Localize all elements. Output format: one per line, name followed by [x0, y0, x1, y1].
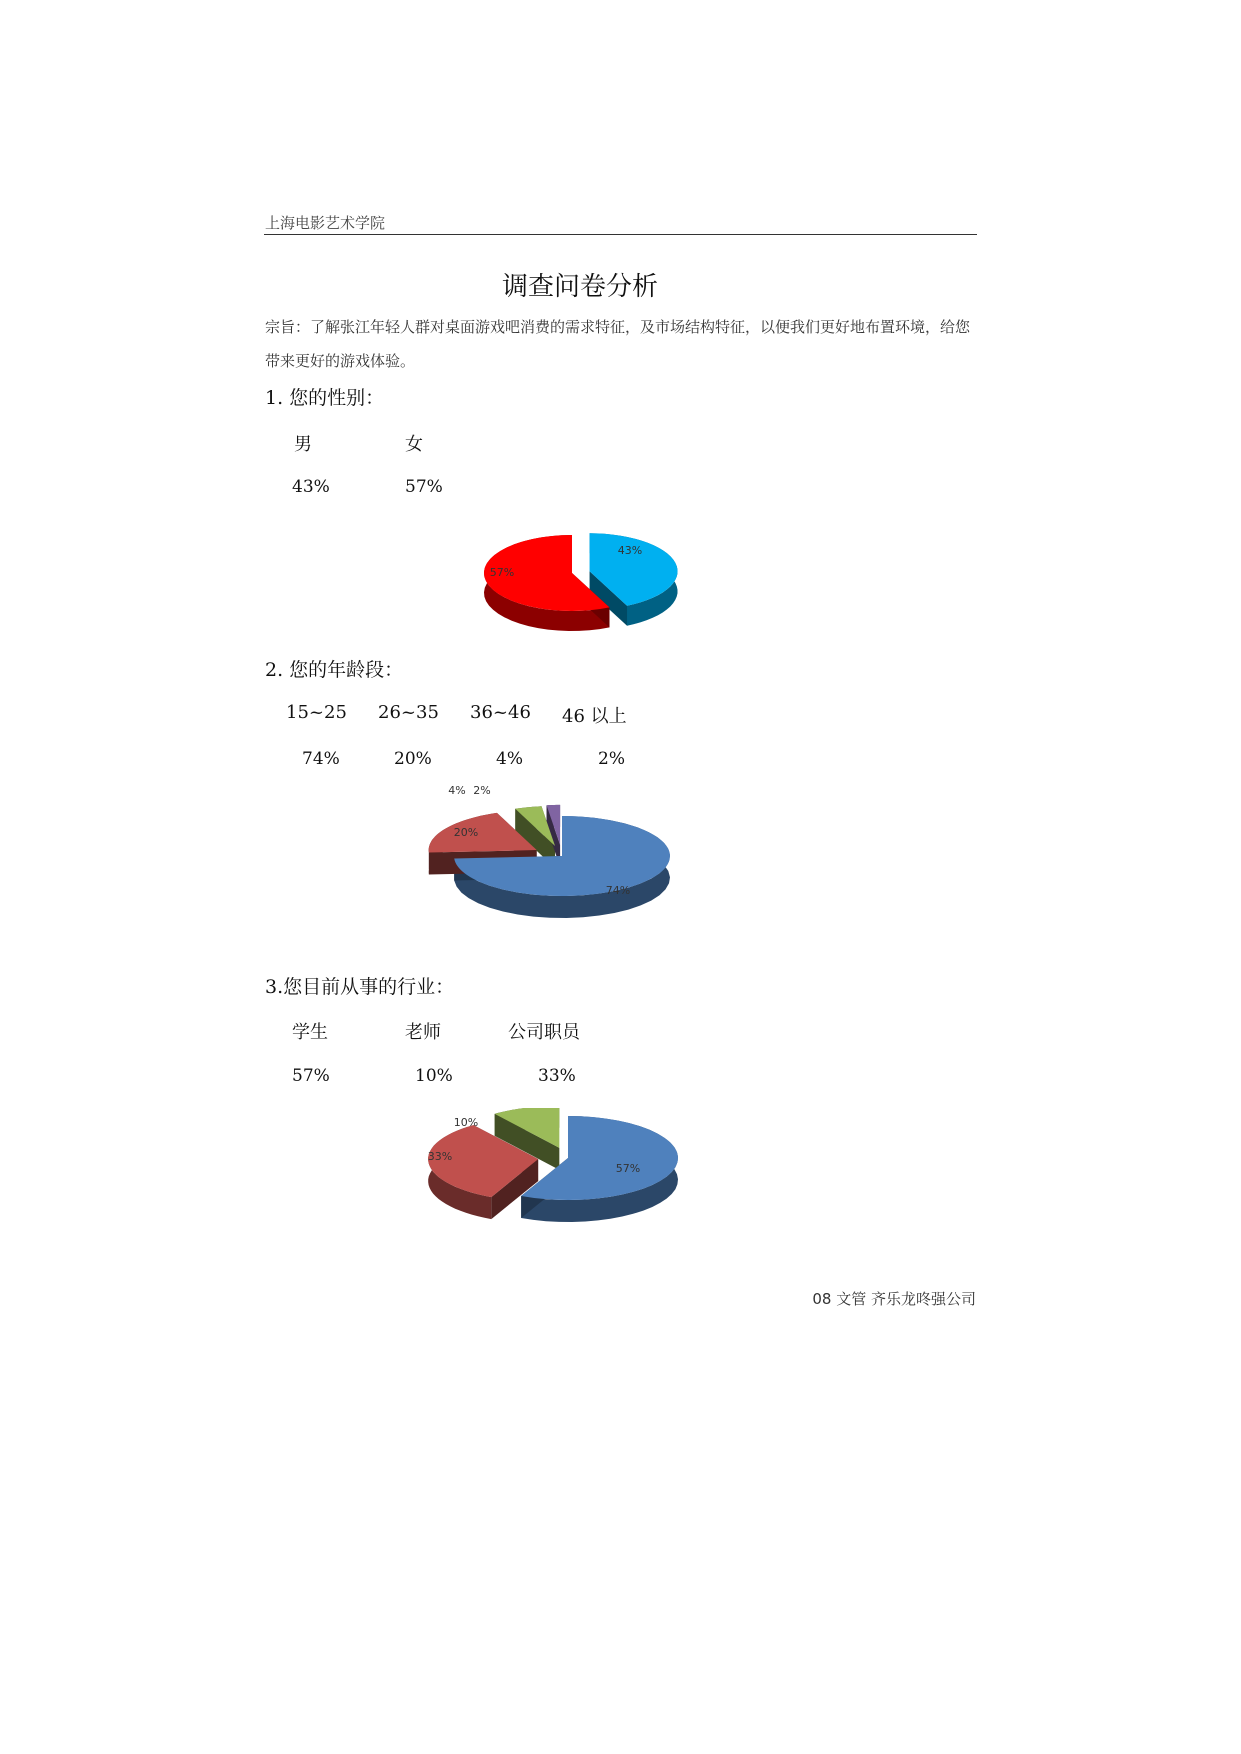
q3-percent-student: 57% [292, 1066, 330, 1086]
footer-text: 文管 齐乐龙咚强公司 [836, 1290, 976, 1308]
gender-pie-chart [462, 518, 702, 638]
pie-1-label-1: 20% [453, 826, 479, 839]
q2-percent-26-35: 20% [394, 749, 432, 769]
pie-0-label-1: 57% [489, 566, 515, 579]
question-3-label: 3.您目前从事的行业： [265, 976, 455, 998]
question-2-label: 2. 您的年龄段： [265, 659, 404, 681]
page-title: 调查问卷分析 [501, 272, 658, 302]
footer [812, 1288, 976, 1309]
q3-percent-teacher: 10% [415, 1066, 453, 1086]
q2-percent-46-plus: 2% [598, 749, 625, 769]
q2-option-46-plus: 46 以上 [562, 706, 627, 727]
q2-option-26-35: 26~35 [378, 702, 439, 723]
q3-percent-employee: 33% [538, 1066, 576, 1086]
q3-option-student: 学生 [292, 1022, 328, 1043]
pie-1-label-0: 74% [605, 884, 631, 897]
q2-percent-36-46: 4% [496, 749, 523, 769]
age-pie-chart [412, 786, 702, 956]
q2-option-36-46: 36~46 [470, 702, 531, 723]
pie-2-label-2: 10% [453, 1116, 479, 1129]
question-1-label: 1. 您的性别： [265, 387, 385, 409]
q1-percent-female: 57% [405, 477, 443, 497]
q2-percent-15-25: 74% [302, 749, 340, 769]
q3-option-employee: 公司职员 [508, 1022, 580, 1043]
purpose-text: 宗旨：了解张江年轻人群对桌面游戏吧消费的需求特征，及市场结构特征，以便我们更好地布置环境，给您带来更好的游戏体验。 [265, 318, 971, 370]
q1-percent-male: 43% [292, 477, 330, 497]
industry-pie-chart [410, 1108, 700, 1258]
header-rule [264, 234, 977, 235]
footer-number: 08 [812, 1290, 832, 1308]
q2-option-15-25: 15~25 [286, 702, 347, 723]
q1-option-male: 男 [294, 434, 312, 455]
pie-2-label-0: 57% [615, 1162, 641, 1175]
q1-option-female: 女 [405, 434, 423, 455]
pie-2-label-1: 33% [427, 1150, 453, 1163]
header-institution: 上海电影艺术学院 [265, 214, 386, 232]
q3-option-teacher: 老师 [405, 1022, 441, 1043]
pie-1-label-2: 4% [448, 786, 466, 797]
pie-0-label-0: 43% [617, 544, 643, 557]
pie-1-label-3: 2% [473, 786, 491, 797]
